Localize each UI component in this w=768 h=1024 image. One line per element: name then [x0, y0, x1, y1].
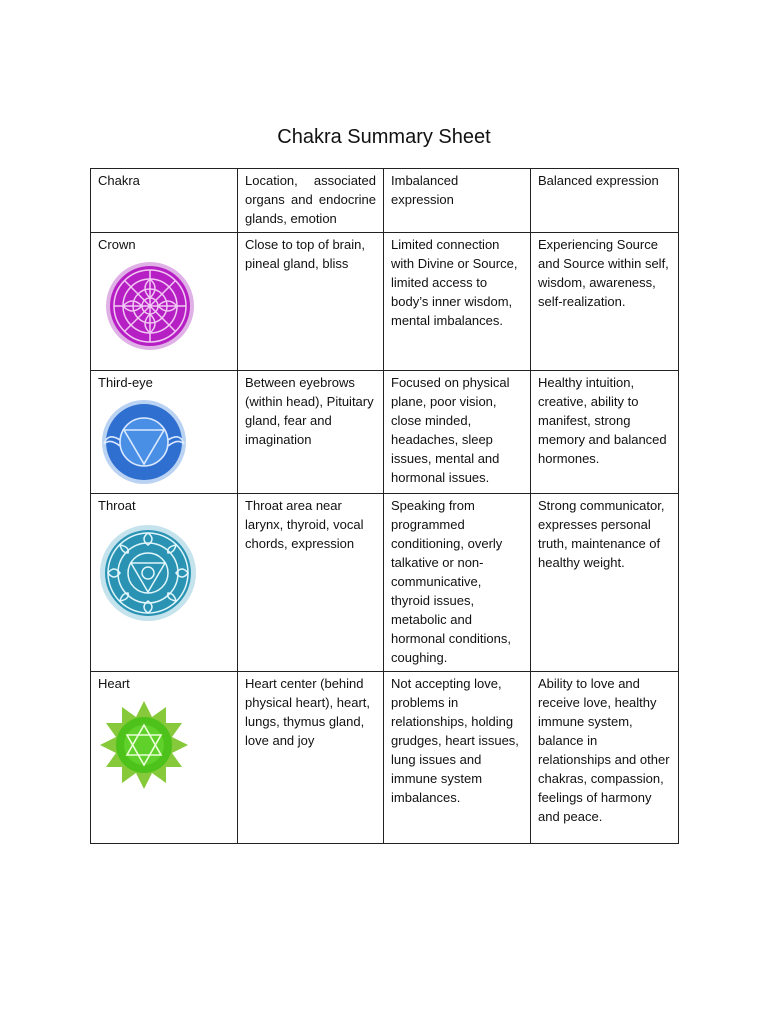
header-location: Location, associated organs and endocrine glands, emotion — [238, 169, 384, 233]
imbalanced-cell: Limited connection with Divine or Source, limited access to body’s inner wisdom, mental imbalances. — [384, 233, 531, 371]
chakra-cell — [91, 233, 238, 371]
heart-hexagram-icon — [98, 699, 194, 795]
chakra-name: Crown — [98, 237, 136, 252]
imbalanced-cell: Focused on physical plane, poor vision, close minded, headaches, sleep issues, mental and hormonal issues. — [384, 371, 531, 494]
page-title: Chakra Summary Sheet — [277, 126, 491, 148]
lotus-mandala-icon — [98, 260, 202, 352]
chakra-name: Heart — [98, 676, 130, 691]
chakra-cell — [91, 371, 238, 494]
chakra-cell — [91, 494, 238, 672]
chakra-name: Third-eye — [98, 375, 153, 390]
location-cell: Throat area near larynx, thyroid, vocal chords, expression — [238, 494, 384, 672]
header-chakra: Chakra — [91, 169, 238, 233]
header-balanced: Balanced expression — [531, 169, 679, 233]
chakra-table — [90, 168, 679, 844]
table-row — [91, 233, 679, 371]
balanced-cell: Experiencing Source and Source within self, wisdom, awareness, self-realization. — [531, 233, 679, 371]
balanced-cell: Healthy intuition, creative, ability to manifest, strong memory and balanced hormones. — [531, 371, 679, 494]
header-imbalanced: Imbalanced expression — [384, 169, 531, 233]
table-row — [91, 672, 679, 844]
balanced-cell: Ability to love and receive love, healthy immune system, balance in relationships and other chakras, compassion, feelings of harmony and peace. — [531, 672, 679, 844]
table-row — [91, 371, 679, 494]
third-eye-triangle-icon — [98, 398, 194, 486]
chakra-name: Throat — [98, 498, 136, 513]
balanced-cell: Strong communicator, expresses personal truth, maintenance of healthy weight. — [531, 494, 679, 672]
imbalanced-cell: Not accepting love, problems in relationships, holding grudges, heart issues, lung issues and immune system imbalances. — [384, 672, 531, 844]
table-row — [91, 494, 679, 672]
location-cell: Heart center (behind physical heart), heart, lungs, thymus gland, love and joy — [238, 672, 384, 844]
location-cell: Between eyebrows (within head), Pituitary gland, fear and imagination — [238, 371, 384, 494]
chakra-cell — [91, 672, 238, 844]
location-cell: Close to top of brain, pineal gland, bliss — [238, 233, 384, 371]
imbalanced-cell: Speaking from programmed conditioning, overly talkative or non-communicative, thyroid issues, metabolic and hormonal conditions, coughing. — [384, 494, 531, 672]
throat-lotus-icon — [98, 521, 202, 625]
table-header-row — [91, 169, 679, 233]
